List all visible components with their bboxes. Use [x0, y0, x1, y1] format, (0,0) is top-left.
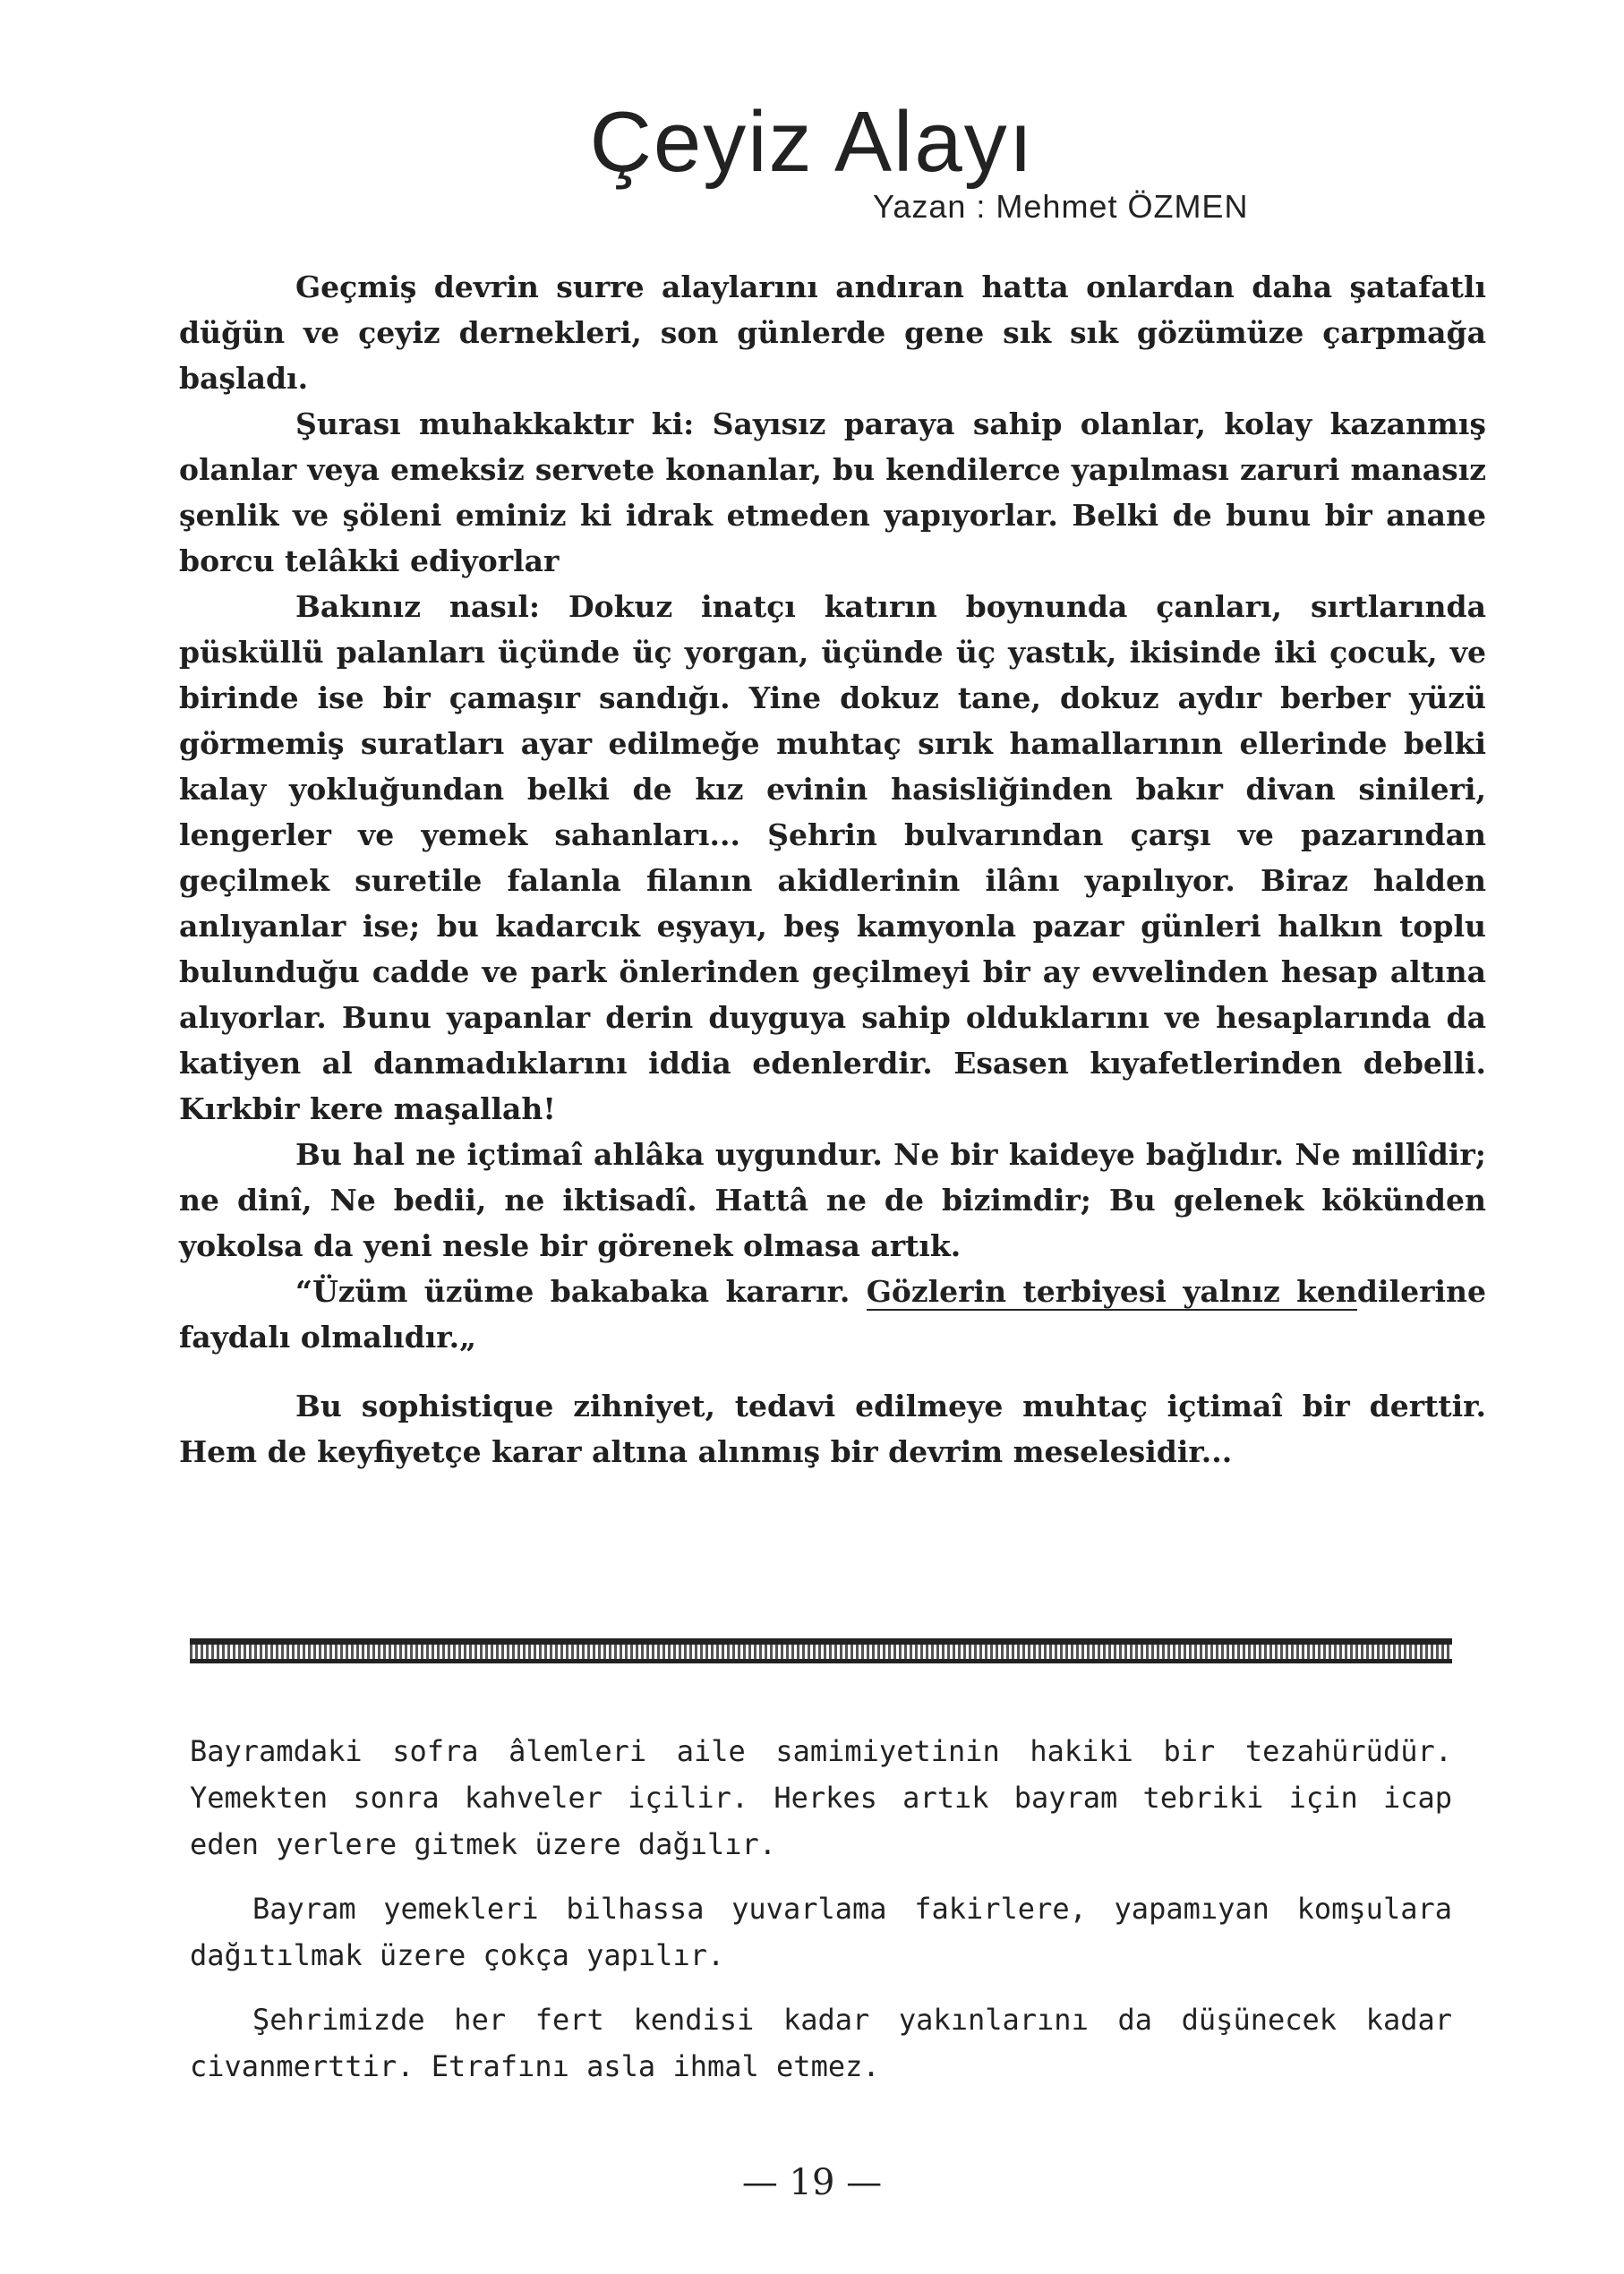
author-byline: Yazan : Mehmet ÖZMEN: [873, 188, 1249, 225]
article-paragraph-2: Şurası muhakkaktır ki: Sayısız paraya sahip olanlar, kolay kazanmış olanlar veya emeksiz servete konanlar, bu kendilerce yapılması zaruri manasız şenlik ve şöleni eminiz ki idrak etmeden yapıyorlar. Belki de bunu bir anane borcu telâkki ediyorlar: [179, 406, 1486, 578]
article-paragraph-6: Bu sophistique zihniyet, tedavi edilmeye muhtaç içtimaî bir derttir. Hem de keyfiyetçe karar altına alınmış bir devrim meselesidir...: [179, 1389, 1486, 1469]
bayram-paragraph-1: Bayramdaki sofra âlemleri aile samimiyetinin hakiki bir tezahürüdür. Yemekten sonra kahveler içilir. Herkes artık bayram tebriki için icap eden yerlere gitmek üzere dağılır.: [190, 1734, 1452, 1861]
article-paragraph-1: Geçmiş devrin surre alaylarını andıran hatta onlardan daha şatafatlı düğün ve çeyiz dernekleri, son günlerde gene sık sık gözümüze çarpmağa başladı.: [179, 269, 1486, 396]
quote-underlined: Gözlerin terbiyesi yalnız ken: [866, 1274, 1357, 1309]
bayram-paragraph-3: Şehrimizde her fert kendisi kadar yakınlarını da düşünecek kadar civanmerttir. Etrafını asla ihmal etmez.: [190, 2003, 1452, 2083]
article-paragraph-5: [179, 1269, 1486, 1360]
quote-end: dilerine faydalı olmalıdır.„: [179, 1274, 1486, 1355]
section-divider: [190, 1638, 1452, 1663]
article-paragraph-4: Bu hal ne içtimaî ahlâka uygundur. Ne bir kaideye bağlıdır. Ne millîdir; ne dinî, Ne bedii, ne iktisadî. Hattâ ne de bizimdir; Bu gelenek kökünden yokolsa da yeni nesle bir görenek olmasa artık.: [179, 1137, 1486, 1263]
quote-start: “Üzüm üzüme bakabaka kararır.: [295, 1274, 867, 1309]
bayram-section: [190, 1728, 1452, 2107]
bayram-paragraph-2: Bayram yemekleri bilhassa yuvarlama fakirlere, yapamıyan komşulara dağıtılmak üzere çokça yapılır.: [190, 1892, 1452, 1972]
article-body: [179, 264, 1486, 1475]
page-number: — 19 —: [741, 2162, 883, 2203]
article-paragraph-3: Bakınız nasıl: Dokuz inatçı katırın boynunda çanları, sırtlarında püsküllü palanları üçünde üç yorgan, üçünde üç yastık, ikisinde iki çocuk, ve birinde ise bir çamaşır sandığı. Yine dokuz tane, dokuz aydır berber yüzü görmemiş suratları ayar edilmeğe muhtaç sırık hamallarının ellerinde belki kalay yokluğundan belki de kız evinin hasisliğinden bakır divan sinileri, lengerler ve yemek sahanları... Şehrin bulvarından çarşı ve pazarından geçilmek suretile falanla filanın akidlerinin ilânı yapılıyor. Biraz halden anlıyanlar ise; bu kadarcık eşyayı, beş kamyonla pazar günleri halkın toplu bulunduğu cadde ve park önlerinden geçilmeyi bir ay evvelinden hesap altına alıyorlar. Bunu yapanlar derin duyguya sahip olduklarını ve hesaplarında da katiyen al danmadıklarını iddia edenlerdir. Esasen kıyafetlerinden debelli. Kırkbir kere maşallah!: [179, 589, 1486, 1126]
article-title: Çeyiz Alayı: [589, 94, 1035, 191]
